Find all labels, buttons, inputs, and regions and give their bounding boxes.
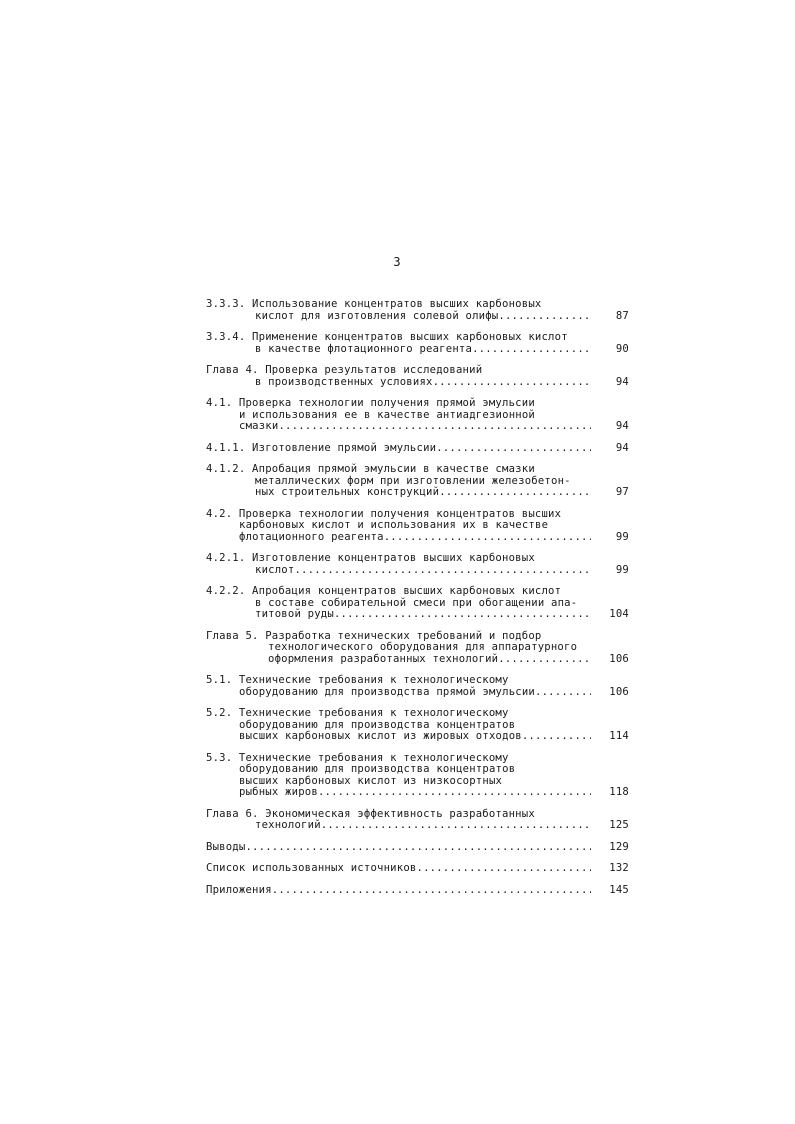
toc-entry: [206, 553, 629, 576]
toc-entry-last-line: [206, 885, 629, 897]
toc-entry: [206, 509, 629, 544]
toc-page-number: 145: [609, 883, 629, 896]
toc-entry-last-line: [206, 687, 629, 699]
toc-entry-last-line: [206, 377, 629, 389]
toc-entry-line: 5.3. Технические требования к технологическому: [206, 751, 509, 764]
toc-entry-title: оборудованию для производства прямой эмульсии: [239, 685, 536, 698]
toc-entry-last-line: [206, 654, 629, 666]
toc-entry-title: ных строительных конструкций: [255, 486, 440, 498]
toc-entry-title: Выводы: [206, 840, 246, 853]
toc-entry-line: 3.3.4. Применение концентратов высших карбоновых кислот: [206, 331, 568, 343]
toc-entry: [206, 464, 629, 499]
toc-entry-last-line: [206, 565, 629, 577]
toc-entry-title: титовой руды: [255, 608, 334, 620]
dot-leader: [439, 487, 591, 499]
toc-page-number: 106: [609, 652, 629, 665]
dot-leader: [318, 787, 591, 799]
dot-leader: [522, 731, 591, 743]
toc-entry-last-line: [206, 344, 629, 356]
toc-entry-line: 4.1. Проверка технологии получения прямой эмульсии: [206, 397, 535, 409]
toc-entry-line: Глава 5. Разработка технических требований и подбор: [206, 629, 542, 642]
toc-page-number: 94: [615, 420, 629, 432]
toc-entry-line: технологического оборудования для аппаратурного: [268, 641, 578, 653]
toc-entry-title: рыбных жиров: [239, 786, 318, 798]
dot-leader: [498, 654, 591, 666]
dot-leader: [433, 377, 591, 389]
toc-entry-last-line: [206, 863, 629, 875]
toc-entry: [206, 708, 629, 743]
toc-entry: [206, 332, 629, 355]
toc-entry-title: флотационного реагента: [239, 530, 384, 543]
toc-page-number: 114: [609, 730, 629, 742]
toc-page-number: 94: [615, 375, 629, 388]
toc-entry: [206, 863, 629, 875]
dot-leader: [278, 421, 591, 433]
toc-page-number: 104: [609, 608, 629, 620]
dot-leader: [272, 885, 591, 897]
toc-page-number: 99: [615, 563, 629, 576]
toc-entry-last-line: [206, 311, 629, 323]
toc-entry-line: высших карбоновых кислот из низкосортных: [239, 774, 503, 787]
toc-entry-line: металлических форм при изготовлении железобетон-: [255, 474, 571, 487]
toc-page-number: 106: [609, 685, 629, 698]
toc-entry-last-line: [206, 820, 629, 832]
toc-entry: [206, 753, 629, 799]
toc-entry-title: 4.1.1. Изготовление прямой эмульсии: [206, 441, 437, 454]
toc-entry-title: оформления разработанных технологий: [268, 652, 499, 665]
toc-entry-line: в составе собирательной смеси при обогащении апа-: [255, 596, 578, 609]
toc-page-number: 132: [609, 862, 629, 874]
dot-leader: [294, 565, 591, 577]
toc-page-number: 125: [609, 819, 629, 831]
toc-entry-last-line: [206, 443, 629, 455]
toc-entry-title: кислот: [255, 563, 295, 576]
toc-entry-title: смазки: [239, 420, 279, 432]
toc-entry-title: высших карбоновых кислот из жировых отходов: [239, 730, 522, 742]
dot-leader: [321, 820, 591, 832]
toc-entry-line: карбоновых кислот и использования их в качестве: [239, 519, 549, 531]
toc-entry-line: 4.2.1. Изготовление концентратов высших карбоновых: [206, 552, 535, 564]
toc-page-number: 94: [615, 441, 629, 454]
toc-entry-last-line: [206, 532, 629, 544]
toc-entry-title: Список использованных источников: [206, 862, 417, 874]
dot-leader: [498, 311, 591, 323]
dot-leader: [334, 609, 591, 621]
toc-entry: [206, 586, 629, 621]
toc-entry-line: Глава 6. Экономическая эффективность разработанных: [206, 807, 535, 820]
toc-entry-line: 4.2.2. Апробация концентратов высших карбоновых кислот: [206, 585, 562, 597]
toc-entry-line: оборудованию для производства концентратов: [239, 718, 516, 731]
toc-entry-last-line: [206, 731, 629, 743]
toc-entry-title: технологий: [255, 819, 321, 831]
toc-page-number: 118: [609, 786, 629, 798]
toc-entry: [206, 885, 629, 897]
toc-entry-line: 5.1. Технические требования к технологическому: [206, 674, 509, 686]
toc-entry-line: 3.3.3. Использование концентратов высших карбоновых: [206, 298, 542, 310]
toc-entry-title: в производственных условиях: [255, 375, 433, 388]
toc-page-number: 99: [615, 530, 629, 543]
toc-page-number: 87: [615, 309, 629, 322]
toc-entry-line: и использования ее в качестве антиадгезионной: [239, 408, 536, 421]
toc-entry-title: кислот для изготовления солевой олифы: [255, 309, 499, 322]
toc-entry-line: 4.1.2. Апробация прямой эмульсии в качестве смазки: [206, 463, 535, 475]
dot-leader: [472, 344, 591, 356]
toc-entry: [206, 299, 629, 322]
toc-entry-title: Приложения: [206, 883, 272, 896]
dot-leader: [417, 863, 592, 875]
toc-entry-line: оборудованию для производства концентратов: [239, 763, 516, 775]
table-of-contents: [206, 299, 629, 906]
page-number: 3: [393, 255, 402, 269]
toc-entry-line: Глава 4. Проверка результатов исследований: [206, 364, 483, 376]
toc-entry-last-line: [206, 487, 629, 499]
toc-entry-last-line: [206, 787, 629, 799]
toc-entry: [206, 842, 629, 854]
dot-leader: [436, 443, 591, 455]
toc-entry: [206, 365, 629, 388]
dot-leader: [384, 532, 591, 544]
toc-page-number: 90: [615, 342, 629, 355]
toc-entry: [206, 398, 629, 433]
toc-entry-last-line: [206, 842, 629, 854]
toc-page-number: 97: [615, 486, 629, 498]
toc-entry-last-line: [206, 609, 629, 621]
dot-leader: [535, 687, 591, 699]
toc-entry: [206, 631, 629, 666]
dot-leader: [245, 842, 591, 854]
toc-page-number: 129: [609, 840, 629, 853]
toc-entry: [206, 675, 629, 698]
toc-entry-line: 4.2. Проверка технологии получения концентратов высших: [206, 507, 562, 520]
toc-entry-line: 5.2. Технические требования к технологическому: [206, 707, 509, 719]
toc-entry-last-line: [206, 421, 629, 433]
toc-entry: [206, 809, 629, 832]
toc-entry: [206, 443, 629, 455]
toc-entry-title: в качестве флотационного реагента: [255, 342, 473, 355]
